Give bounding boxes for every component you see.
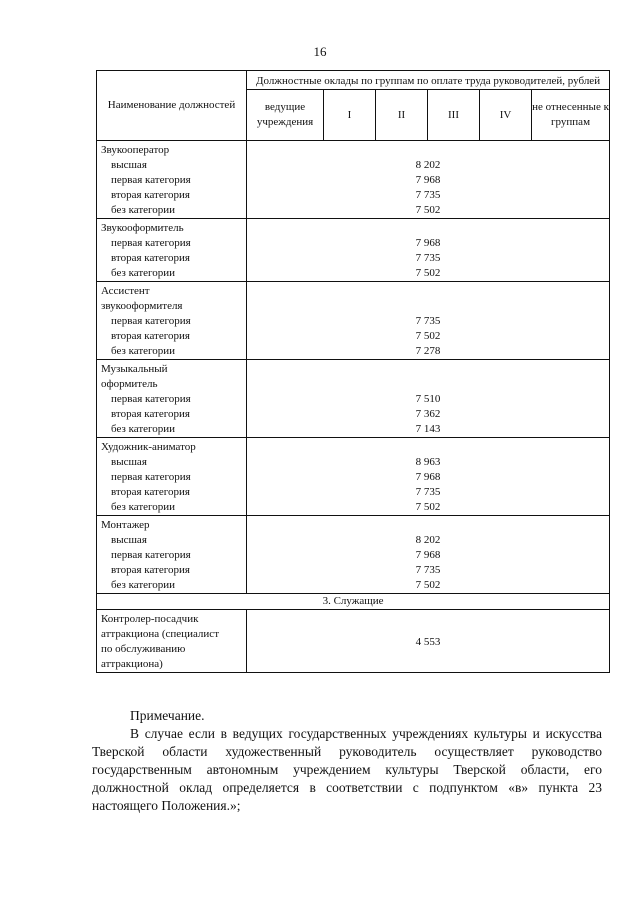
position-name-cell	[97, 438, 247, 516]
salary-value: 7 278	[415, 345, 441, 357]
salary-value: 7 968	[415, 549, 441, 561]
salary-value: 7 968	[415, 471, 441, 483]
category-name: вторая категория	[111, 486, 190, 498]
category-name: высшая	[111, 534, 147, 546]
salary-value: 8 963	[415, 456, 441, 468]
category-name: без категории	[111, 267, 176, 279]
spacer	[247, 221, 609, 236]
note-title: Примечание.	[130, 708, 205, 723]
spacer	[247, 284, 609, 299]
category-name: первая категория	[111, 393, 191, 405]
table-row	[97, 610, 610, 673]
category-name: без категории	[111, 423, 176, 435]
spacer	[247, 362, 609, 377]
position-title: оформитель	[101, 378, 158, 390]
category-name: вторая категория	[111, 564, 190, 576]
salary-value: 7 968	[415, 174, 441, 186]
salary-value: 8 202	[415, 159, 441, 171]
position-name-cell	[97, 219, 247, 282]
position-title: Художник-аниматор	[101, 441, 196, 453]
position-title: аттракциона (специалист	[101, 628, 219, 640]
salary-value: 7 362	[415, 408, 441, 420]
salary-value-cell	[247, 282, 610, 360]
category-name: без категории	[111, 345, 176, 357]
salary-value: 7 502	[415, 501, 441, 513]
category-name: без категории	[111, 204, 176, 216]
position-title: звукооформителя	[101, 300, 183, 312]
position-name-cell	[97, 282, 247, 360]
salary-value: 7 510	[415, 393, 441, 405]
salary-value: 7 502	[415, 579, 441, 591]
salary-value: 4 553	[247, 610, 610, 673]
header-salary-groups: Должностные оклады по группам по оплате труда руководителей, рублей	[247, 71, 610, 90]
position-name-cell	[97, 610, 247, 673]
salary-value: 7 735	[415, 252, 441, 264]
position-title: по обслуживанию	[101, 643, 186, 655]
salary-value-cell	[247, 516, 610, 594]
table-header-row	[97, 71, 610, 90]
spacer	[247, 143, 609, 158]
category-name: вторая категория	[111, 408, 190, 420]
category-name: вторая категория	[111, 330, 190, 342]
position-title: Контролер-посадчик	[101, 613, 199, 625]
position-name-cell	[97, 516, 247, 594]
spacer	[247, 518, 609, 533]
salary-value-cell	[247, 438, 610, 516]
note-block	[92, 707, 602, 815]
category-name: первая категория	[111, 315, 191, 327]
header-position-name: Наименование должностей	[97, 71, 247, 141]
salary-value: 7 735	[415, 486, 441, 498]
position-title: Ассистент	[101, 285, 150, 297]
position-title: Монтажер	[101, 519, 150, 531]
note-text: В случае если в ведущих государственных учреждениях культуры и искусства Тверской области художественный руководитель осуществляет руководство государственным автономным учреждением культуры Тверской области, его должностной оклад определяется в соответствии с подпунктом «в» пункта 23 настоящего Положения.»;	[92, 726, 602, 813]
category-name: вторая категория	[111, 252, 190, 264]
position-title: Звукооформитель	[101, 222, 184, 234]
spacer	[247, 440, 609, 455]
position-name-cell	[97, 141, 247, 219]
section-row	[97, 594, 610, 610]
table-row	[97, 141, 610, 219]
header-col-group-3: III	[428, 90, 480, 141]
salary-value: 8 202	[415, 534, 441, 546]
category-name: без категории	[111, 579, 176, 591]
header-col-group-1: I	[324, 90, 376, 141]
salary-value: 7 968	[415, 237, 441, 249]
table-row	[97, 282, 610, 360]
category-name: вторая категория	[111, 189, 190, 201]
category-name: первая категория	[111, 471, 191, 483]
table-row	[97, 438, 610, 516]
position-title: аттракциона)	[101, 658, 163, 670]
salary-value-cell	[247, 219, 610, 282]
spacer	[247, 299, 609, 314]
header-col-group-2: II	[376, 90, 428, 141]
header-col-group-4: IV	[480, 90, 532, 141]
category-name: первая категория	[111, 549, 191, 561]
spacer	[247, 377, 609, 392]
table-row	[97, 360, 610, 438]
position-title: Звукооператор	[101, 144, 170, 156]
salary-value: 7 502	[415, 267, 441, 279]
section-title-employees: 3. Служащие	[97, 594, 610, 610]
position-title: Музыкальный	[101, 363, 168, 375]
category-name: первая категория	[111, 237, 191, 249]
salary-value: 7 143	[415, 423, 441, 435]
header-col-ungrouped: не отнесенные к группам	[532, 90, 610, 141]
table-row	[97, 219, 610, 282]
page-number: 16	[313, 44, 327, 59]
header-col-leading: ведущие учреждения	[247, 90, 324, 141]
salary-value-cell	[247, 360, 610, 438]
salary-value: 7 735	[415, 564, 441, 576]
category-name: первая категория	[111, 174, 191, 186]
salary-value: 7 735	[415, 315, 441, 327]
salary-value: 7 502	[415, 330, 441, 342]
salary-value-cell	[247, 141, 610, 219]
salary-table	[96, 70, 610, 673]
category-name: высшая	[111, 456, 147, 468]
salary-value: 7 735	[415, 189, 441, 201]
category-name: высшая	[111, 159, 147, 171]
salary-value: 7 502	[415, 204, 441, 216]
position-name-cell	[97, 360, 247, 438]
category-name: без категории	[111, 501, 176, 513]
table-row	[97, 516, 610, 594]
